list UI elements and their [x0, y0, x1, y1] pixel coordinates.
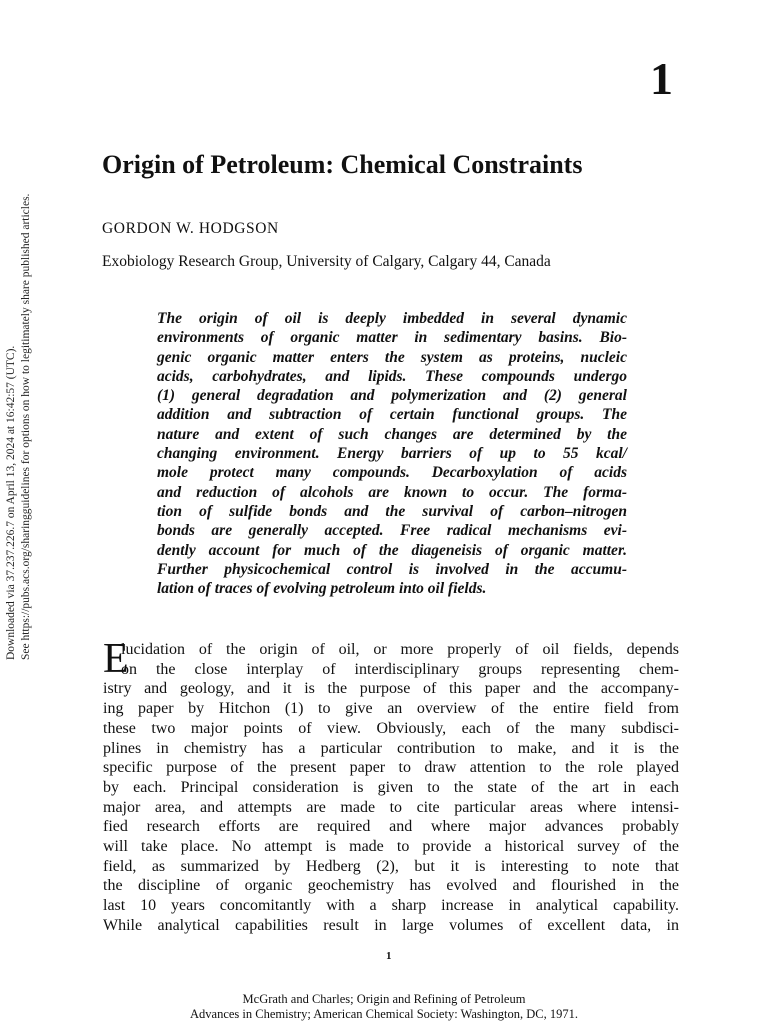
abstract-line: The origin of oil is deeply imbedded in several dynamic	[157, 310, 627, 327]
abstract-line: changing environment. Energy barriers of up to 55 kcal/	[157, 445, 627, 463]
body-line: will take place. No attempt is made to provide a historical survey of the	[103, 838, 679, 856]
page-number: 1	[386, 950, 392, 962]
body-line: major area, and attempts are made to cite particular areas where intensi-	[103, 798, 679, 816]
citation-line: Advances in Chemistry; American Chemical Society: Washington, DC, 1971.	[190, 1007, 578, 1021]
body-line: While analytical capabilities result in large volumes of excellent data, in	[103, 916, 679, 934]
abstract-line: and reduction of alcohols are known to occur. The forma-	[157, 483, 627, 501]
abstract-line: mole protect many compounds. Decarboxylation of acids	[157, 464, 627, 482]
abstract-line: tion of sulfide bonds and the survival of carbon–nitrogen	[157, 502, 627, 520]
body-line: specific purpose of the present paper to draw attention to the role played	[103, 759, 679, 777]
body-line: plines in chemistry has a particular contribution to make, and it is the	[103, 739, 679, 757]
abstract-line: dently account for much of the diageneisis of organic matter.	[157, 541, 627, 559]
author-name: GORDON W. HODGSON	[102, 220, 279, 237]
abstract-line: acids, carbohydrates, and lipids. These compounds undergo	[157, 367, 627, 385]
body-text	[103, 636, 679, 936]
body-line: lucidation of the origin of oil, or more properly of oil fields, depends	[121, 641, 679, 658]
body-line: ing paper by Hitchon (1) to give an overview of the entire field from	[103, 700, 679, 718]
paper-title: Origin of Petroleum: Chemical Constraints	[102, 150, 583, 179]
author-affiliation: Exobiology Research Group, University of Calgary, Calgary 44, Canada	[102, 253, 551, 270]
download-notice	[4, 193, 34, 660]
citation-footer	[0, 992, 768, 1022]
abstract-line: nature and extent of such changes are determined by the	[157, 425, 627, 443]
chapter-number: 1	[650, 53, 673, 104]
abstract	[157, 309, 627, 598]
body-line: on the close interplay of interdisciplinary groups representing chem-	[121, 660, 679, 678]
abstract-line: lation of traces of evolving petroleum into oil fields.	[157, 580, 487, 598]
body-line: the discipline of organic geochemistry has evolved and flourished in the	[103, 877, 679, 895]
abstract-line: genic organic matter enters the system as proteins, nucleic	[157, 348, 627, 366]
abstract-line: addition and subtraction of certain functional groups. The	[157, 406, 627, 424]
body-line: field, as summarized by Hedberg (2), but it is interesting to note that	[103, 857, 679, 875]
download-notice-line: Downloaded via 37.237.226.7 on April 13, 2024 at 16:42:57 (UTC).	[5, 345, 17, 660]
body-line: istry and geology, and it is the purpose of this paper and the accompany-	[103, 680, 679, 698]
body-line: last 10 years concomitantly with a sharp increase in analytical capability.	[103, 897, 679, 915]
abstract-line: Further physicochemical control is involved in the accumu-	[157, 560, 627, 578]
body-line: these two major points of view. Obviously, each of the many subdisci-	[103, 719, 679, 737]
drop-cap: E	[103, 636, 129, 682]
abstract-line: environments of organic matter in sedimentary basins. Bio-	[157, 329, 627, 347]
abstract-line: (1) general degradation and polymerization and (2) general	[157, 387, 627, 405]
body-line: by each. Principal consideration is given to the state of the art in each	[103, 778, 679, 796]
citation-line: McGrath and Charles; Origin and Refining of Petroleum	[242, 992, 526, 1006]
body-line: fied research efforts are required and where major advances probably	[103, 818, 679, 836]
abstract-line: bonds are generally accepted. Free radical mechanisms evi-	[157, 522, 627, 540]
download-notice-line: See https://pubs.acs.org/sharingguidelines for options on how to legitimately share published articles.	[20, 193, 32, 660]
